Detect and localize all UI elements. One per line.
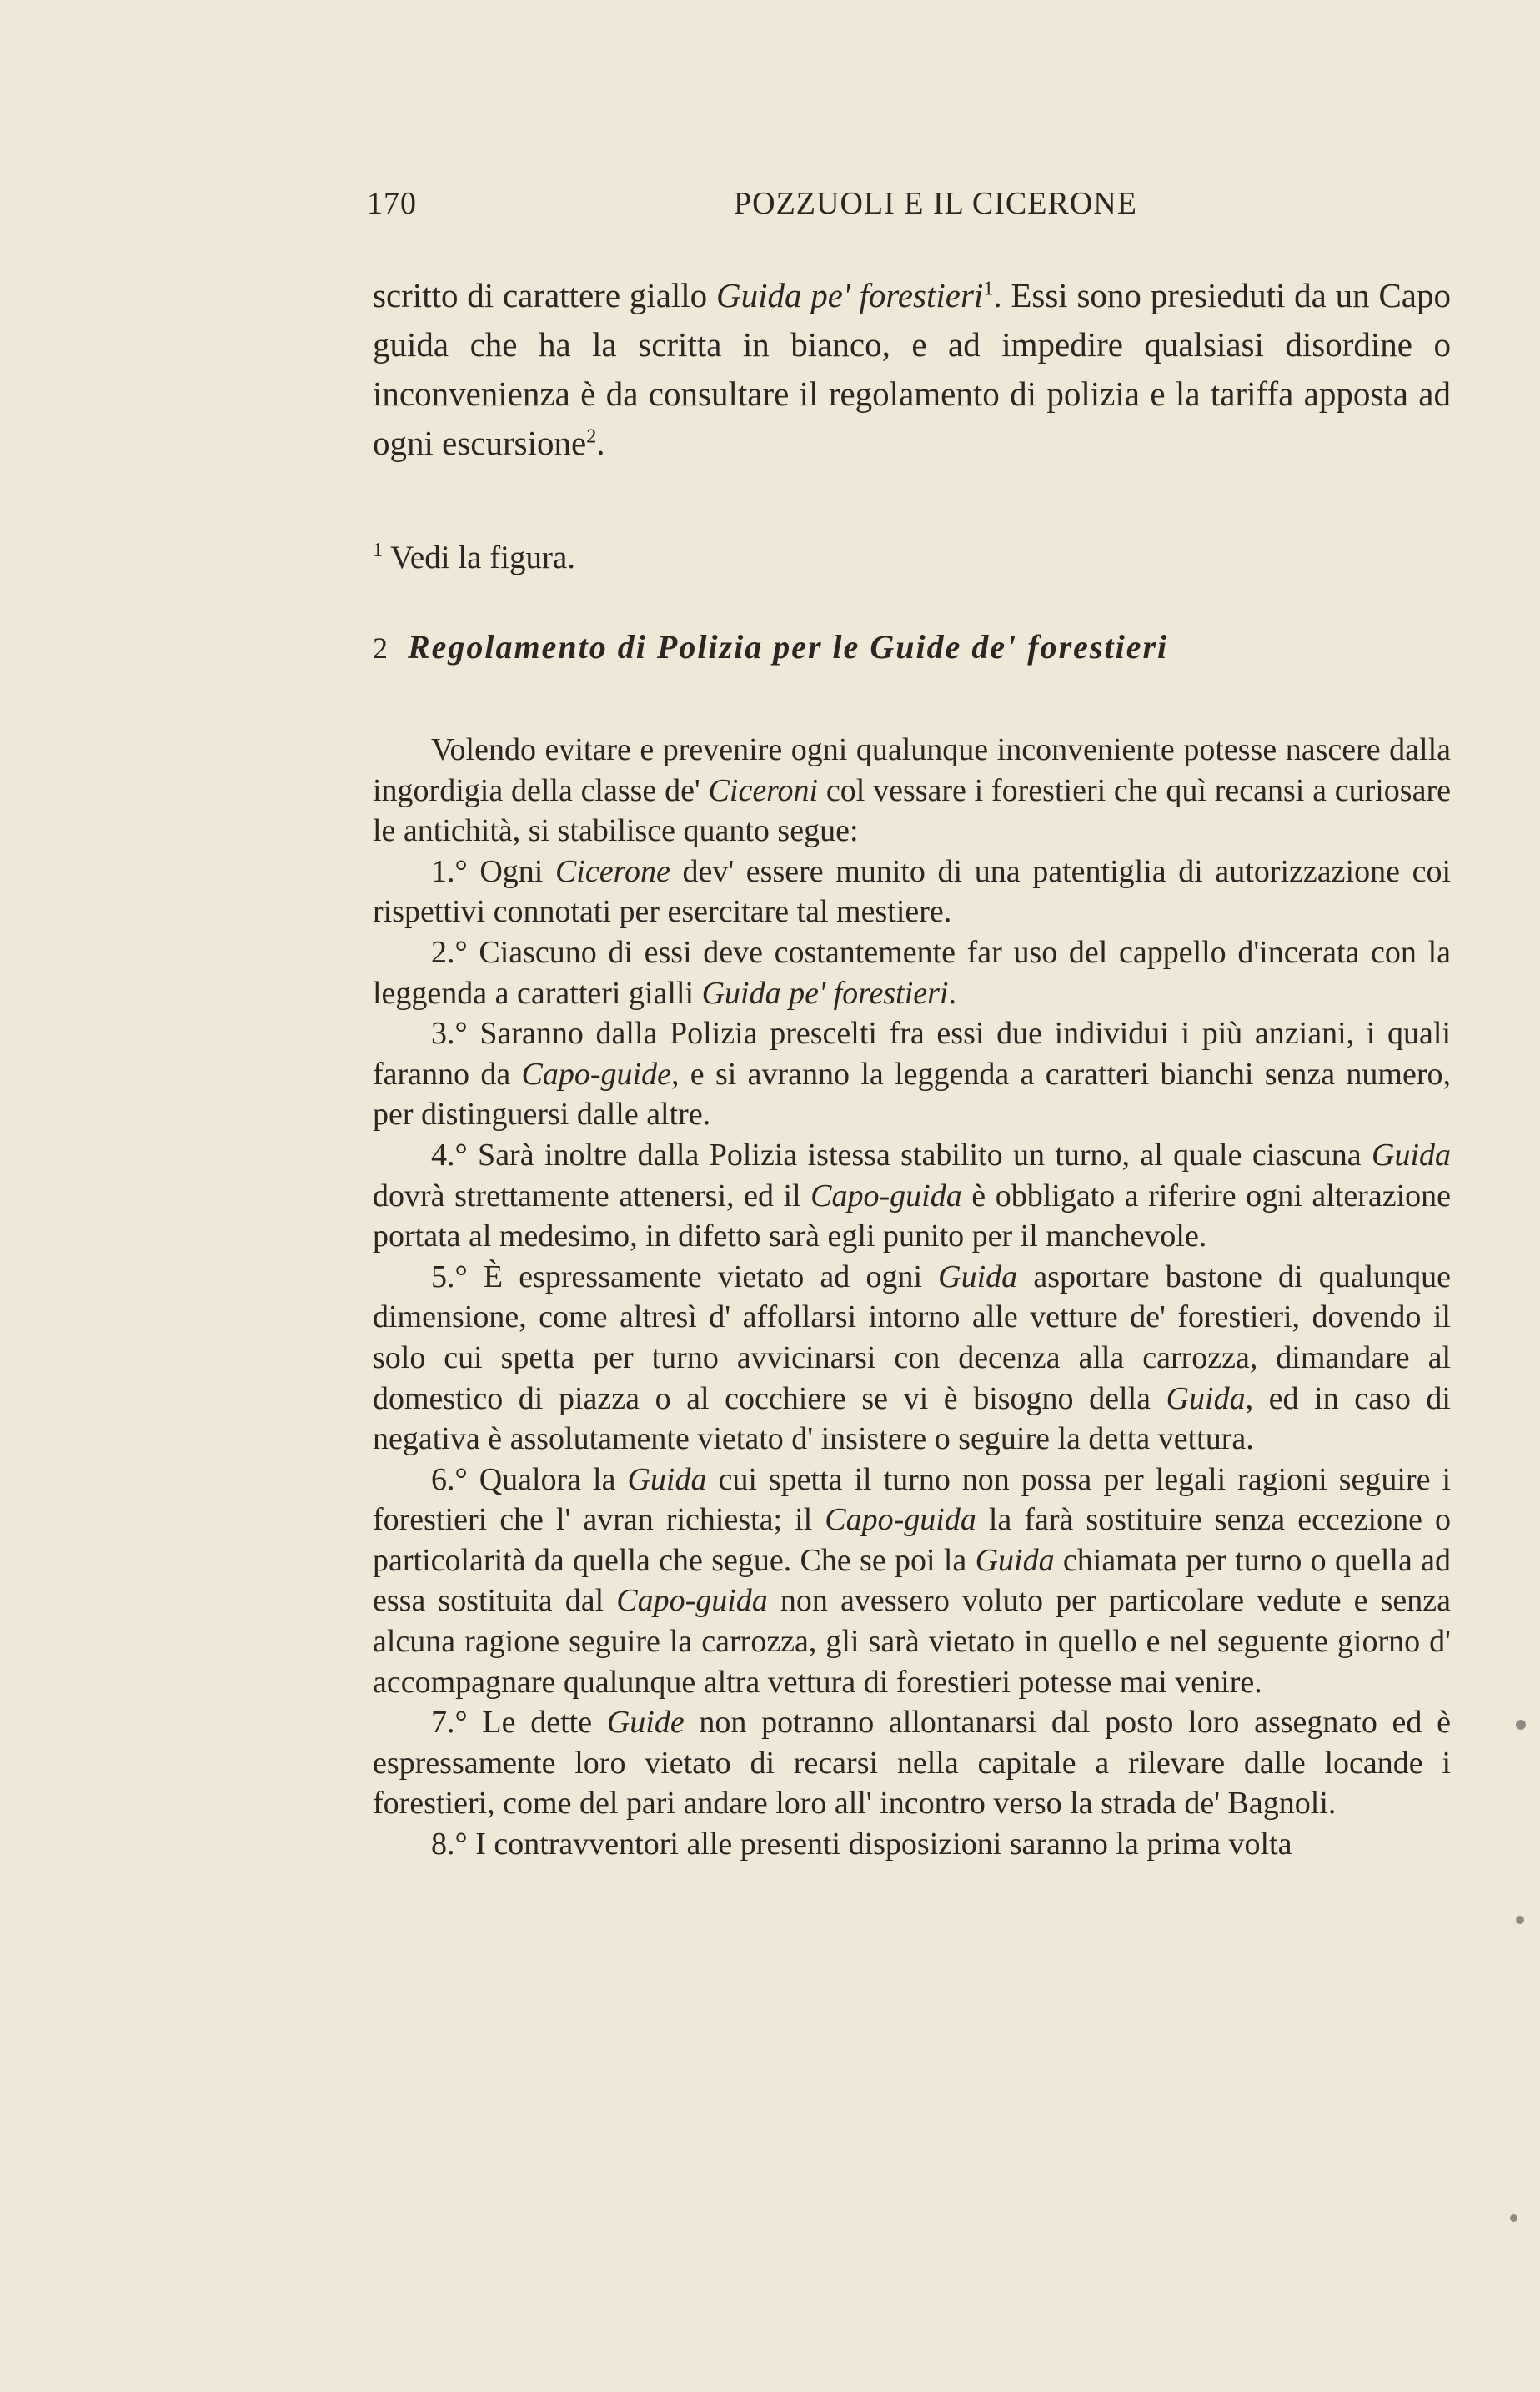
footnote-ref-2[interactable]: 2 (586, 425, 597, 448)
paper-blemish (1516, 1916, 1524, 1924)
regulation-article: 6.° Qualora la Guida cui spetta il turno non possa per legali ragioni seguire i forestieri che l' avran richiesta; il Capo-guida la farà sostituire senza eccezione o particolarità da quella che segue. Che se poi la Guida chiamata per turno o quella ad essa sostituita dal Capo-guida non avessero voluto per particolare vedute e senza alcuna ragione seguire la carrozza, gli sarà vietato in quello e nel seguente giorno d' accompagnare qualunque altra vettura di forestieri potesse mai venire. (373, 1461, 1452, 1700)
italic-term: Guida pe' forestieri (715, 276, 984, 314)
regulation-article: 8.° I contravventori alle presenti disposizioni saranno la prima volta (431, 1827, 1292, 1862)
footnote-text: Vedi la figura. (390, 540, 576, 575)
regulation-article: 4.° Sarà inoltre dalla Polizia istessa stabilito un turno, al quale ciascuna Guida dovrà strettamente attenersi, ed il Capo-guida è obbligato a riferire ogni alterazione portata al medesimo, in difetto sarà egli punito per il manchevole. (373, 1137, 1451, 1254)
running-title: POZZUOLI E IL CICERONE (734, 186, 1137, 221)
regulation-article: 5.° È espressamente vietato ad ogni Guida asportare bastone di qualunque dimensione, come altresì d' affollarsi intorno alle vetture de' forestieri, dovendo il solo cui spetta per turno avvicinarsi con decenza alla carrozza, dimandare al domestico di piazza o al cocchiere se vi è bisogno della Guida, ed in caso di negativa è assolutamente vietato d' insistere o seguire la detta vettura. (373, 1259, 1451, 1457)
regulation-article: 7.° Le dette Guide non potranno allontanarsi dal posto loro assegnato ed è espressamente loro vietato di recarsi nella capitale a rilevare dalle locande i forestieri, come del pari andare loro all' incontro verso la strada de' Bagnoli. (373, 1705, 1451, 1822)
intro-paragraph: scritto di carattere giallo Guida pe' forestieri$^1$. Essi sono presieduti da un Capo guida che ha la scritta in bianco, e ad impedire qualsiasi disordine o inconvenienza è da consultare il regolamento di polizia e la tariffa apposta ad ogni escursione$^2$. (373, 276, 1451, 462)
paper-blemish (1510, 2214, 1517, 2222)
regulation-preamble: Volendo evitare e prevenire ogni qualunque inconveniente potesse nascere dalla ingordigia della classe de' Ciceroni col vessare i forestieri che quì recansi a curiosare le antichità, si stabilisce quanto segue: (373, 732, 1451, 849)
regulation-article: 3.° Saranno dalla Polizia prescelti fra essi due individui i più anziani, i quali faranno da Capo-guide, e si avranno la leggenda a caratteri bianchi senza numero, per distinguersi dalle altre. (373, 1016, 1451, 1133)
regulation-article: 2.° Ciascuno di essi deve costantemente far uso del cappello d'incerata con la leggenda a caratteri gialli Guida pe' forestieri. (373, 934, 1451, 1011)
page-number: 170 (367, 186, 417, 221)
footnote-1 (373, 536, 1451, 580)
regulation-title: Regolamento di Polizia per le Guide de' forestieri (408, 628, 1169, 666)
footnote-mark: 2 (373, 631, 389, 665)
footnote-2 (373, 624, 1451, 1865)
regulation-heading (373, 624, 1451, 671)
footnote-mark: 1 (373, 540, 383, 561)
paper-blemish (1516, 1720, 1526, 1730)
regulation-body (373, 730, 1451, 1865)
footnote-ref-1[interactable]: 1 (983, 278, 994, 300)
running-head (0, 185, 1540, 227)
regulation-article: 1.° Ogni Cicerone dev' essere munito di una patentiglia di autorizzazione coi rispettivi connotati per esercitare tal mestiere. (373, 853, 1451, 930)
